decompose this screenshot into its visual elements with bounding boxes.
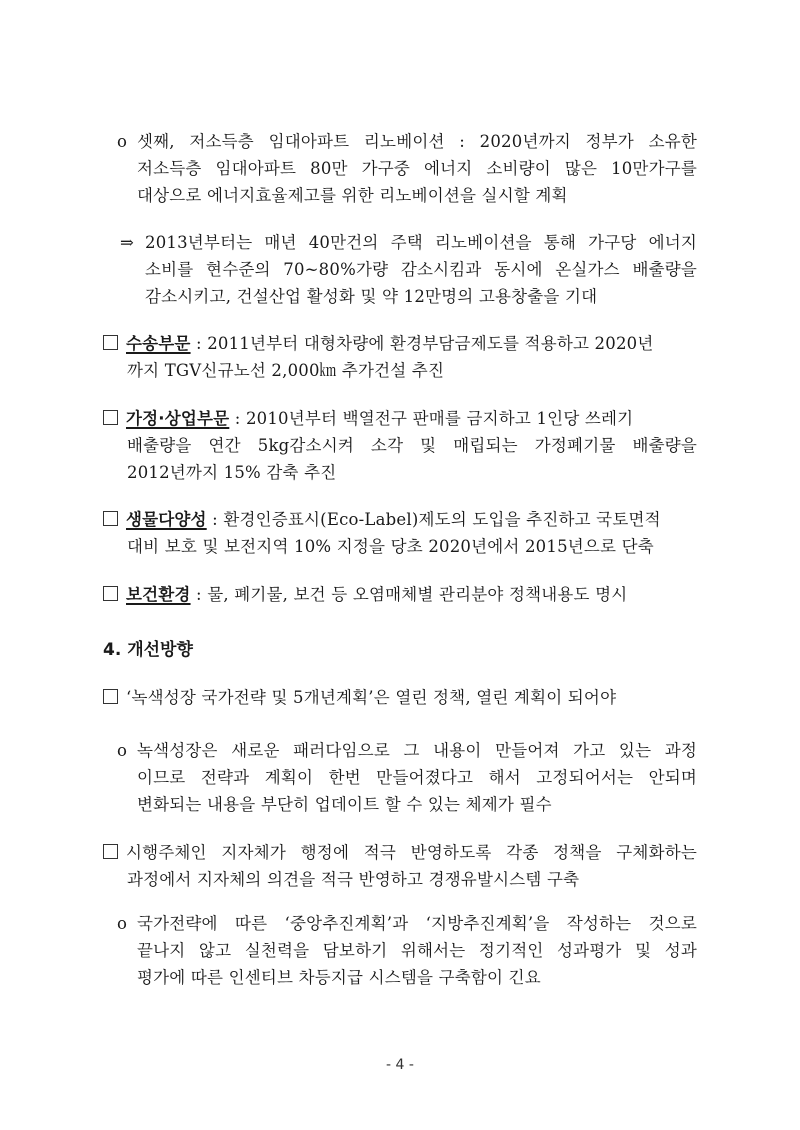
text-line: : 물, 폐기물, 보건 등 오염매체별 관리분야 정책내용도 명시 [190,585,628,604]
text-line: 녹색성장은 새로운 패러다임으로 그 내용이 만들어져 가고 있는 과정 [137,741,697,760]
implies-arrow-icon: ⇒ [120,233,135,252]
text-line: 끝나지 않고 실천력을 담보하기 위해서는 정기적인 성과평가 및 성과 [137,941,697,960]
text-line: 대상으로 에너지효율제고를 위한 리노베이션을 실시할 계획 [137,186,568,205]
section-title: 가정·상업부문 [126,409,230,428]
text-line: 2013년부터는 매년 40만건의 주택 리노베이션을 통해 가구당 에너지 [145,233,697,252]
text-line: 소비를 현수준의 70~80%가량 감소시킴과 동시에 온실가스 배출량을 [145,260,697,279]
checkbox-square-icon [103,410,118,425]
page-number: - 4 - [386,1057,414,1073]
text-line: 평가에 따른 인센티브 차등지급 시스템을 구축함이 긴요 [137,968,541,987]
checkbox-square-icon [103,689,118,704]
bullet-o: o [117,741,128,760]
text-line: : 환경인증표시(Eco-Label)제도의 도입을 추진하고 국토면적 [206,510,661,529]
bullet-o: o [117,914,128,933]
section-title: 생물다양성 [126,510,207,529]
text-line: 국가전략에 따른 ‘중앙추진계획’과 ‘지방추진계획’을 작성하는 것으로 [137,914,697,933]
text-line: 배출량을 연간 5kg감소시켜 소각 및 매립되는 가정폐기물 배출량을 [127,436,697,455]
bullet-o: o [117,132,128,151]
text-line: 과정에서 지자체의 의견을 적극 반영하고 경쟁유발시스템 구축 [127,870,580,889]
text-line: 시행주체인 지자체가 행정에 적극 반영하도록 각종 정책을 구체화하는 [126,843,697,862]
text-line: 이므로 전략과 계획이 한번 만들어졌다고 해서 고정되어서는 안되며 [137,768,697,787]
text-line: 감소시키고, 건설산업 활성화 및 약 12만명의 고용창출을 기대 [145,287,598,306]
checkbox-square-icon [103,335,118,350]
checkbox-square-icon [103,586,118,601]
text-line: 까지 TGV신규노선 2,000㎞ 추가건설 추진 [127,361,445,380]
text-line: 저소득층 임대아파트 80만 가구중 에너지 소비량이 많은 10만가구를 [137,159,697,178]
section-title: 보건환경 [126,585,191,604]
text-line: 변화되는 내용을 부단히 업데이트 할 수 있는 체제가 필수 [137,795,552,814]
text-line: ‘녹색성장 국가전략 및 5개년계획’은 열린 정책, 열린 계획이 되어야 [126,688,617,707]
text-line: 대비 보호 및 보전지역 10% 지정을 당초 2020년에서 2015년으로 단축 [127,537,654,556]
checkbox-square-icon [103,844,118,859]
section-heading-improvement-direction: 4. 개선방향 [103,640,193,660]
text-line: 2012년까지 15% 감축 추진 [127,463,337,482]
checkbox-square-icon [103,511,118,526]
text-line: 셋째, 저소득층 임대아파트 리노베이션 : 2020년까지 정부가 소유한 [137,132,697,151]
text-line: : 2010년부터 백열전구 판매를 금지하고 1인당 쓰레기 [229,409,634,428]
text-line: : 2011년부터 대형차량에 환경부담금제도를 적용하고 2020년 [190,334,654,353]
section-title: 수송부문 [126,334,191,353]
